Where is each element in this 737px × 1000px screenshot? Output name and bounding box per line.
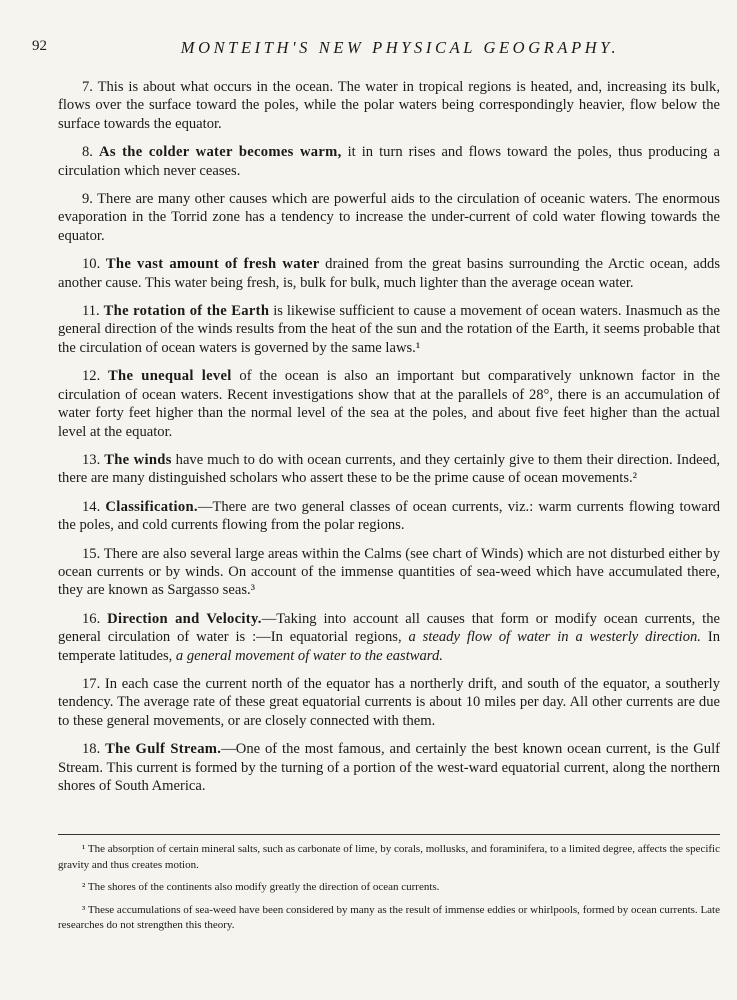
paragraph-11: 11. The rotation of the Earth is likewise sufficient to cause a movement of ocean waters. Inasmuch as the general direction of the winds results from the heat of the sun and the rotation of the Earth, it seems probable that the circulation of ocean waters is governed by the same laws.¹ [58, 303, 720, 356]
paragraph-heading: Direction and Velocity. [107, 610, 262, 627]
paragraph-17: 17. In each case the current north of the equator has a northerly drift, and south of the equator, a southerly tendency. The average rate of these great equatorial currents is about 10 miles per day. All other currents are due to these general movements, or are closely connected with them. [58, 675, 721, 729]
paragraph-14: 14. Classification.—There are two general classes of ocean currents, viz.: warm currents flowing toward the poles, and cold currents flowing from the polar regions. [58, 498, 721, 534]
footnotes [58, 842, 720, 941]
paragraph-heading: Classification. [105, 498, 198, 515]
running-title: MONTEITH'S NEW PHYSICAL GEOGRAPHY. [180, 38, 620, 57]
paragraph-10: 10. The vast amount of fresh water drained from the great basins surrounding the Arctic ocean, adds another cause. This water being fresh, is, bulk for bulk, much lighter than the average ocean water. [58, 256, 720, 291]
page-number: 92 [32, 38, 47, 54]
paragraph-16: 16. Direction and Velocity.—Taking into account all causes that form or modify ocean currents, the general circulation of water is :—In equatorial regions, a steady flow of water in a westerly direction. In temperate latitudes, a general movement of water to the eastward. [58, 610, 720, 664]
paragraph-heading: The vast amount of fresh water [105, 256, 320, 273]
footnote-2: ² The shores of the continents also modify greatly the direction of ocean currents. [82, 881, 440, 894]
paragraph-heading: The winds [104, 451, 172, 468]
paragraph-heading: As the colder water becomes warm, [98, 144, 342, 161]
paragraph-15: 15. There are also several large areas within the Calms (see chart of Winds) which are not disturbed either by ocean currents or by winds. On account of the immense quantities of sea-weed which have accumulated there, they are known as Sargasso seas.³ [58, 545, 720, 599]
paragraph-12: 12. The unequal level of the ocean is also an important but comparatively unknown factor in the circulation of ocean waters. Recent investigations show that at the parallels of 28°, there is an accumulation of water forty feet higher than the normal level of the sea at the poles, and about five feet higher than the actual level at the equator. [58, 368, 720, 440]
paragraph-heading: The unequal level [108, 368, 232, 385]
footnote-3: ³ These accumulations of sea-weed have been considered by many as the result of immense eddies or whirlpools, formed by ocean currents. Late researches do not strengthen this theory. [58, 903, 720, 932]
footnote-divider [58, 834, 720, 835]
paragraph-8: 8. As the colder water becomes warm, it in turn rises and flows toward the poles, thus producing a circulation which never ceases. [58, 144, 720, 179]
body-text [58, 78, 720, 805]
paragraph-9: 9. There are many other causes which are powerful aids to the circulation of oceanic waters. The enormous evaporation in the Torrid zone has a tendency to increase the under-current of cold water flowing towards the equator. [58, 191, 720, 244]
paragraph-heading: The Gulf Stream. [105, 741, 222, 758]
footnote-1: ¹ The absorption of certain mineral salts, such as carbonate of lime, by corals, mollusks, and foraminifera, to a limited degree, affects the specific gravity and thus creates motion. [58, 843, 720, 871]
paragraph-heading: The rotation of the Earth [103, 303, 270, 320]
paragraph-18: 18. The Gulf Stream.—One of the most famous, and certainly the best known ocean current, is the Gulf Stream. This current is formed by the turning of a portion of the west-ward equatorial current, along the northern shores of South America. [58, 741, 721, 794]
page-header [32, 38, 704, 62]
paragraph-13: 13. The winds have much to do with ocean currents, and they certainly give to them their direction. Indeed, there are many distinguished scholars who assert these to be the prime cause of ocean movements.² [58, 451, 721, 487]
paragraph-7: 7. This is about what occurs in the ocean. The water in tropical regions is heated, and, increasing its bulk, flows over the surface toward the poles, while the polar waters being correspondingly heavier, flow below the surface towards the equator. [58, 79, 720, 132]
